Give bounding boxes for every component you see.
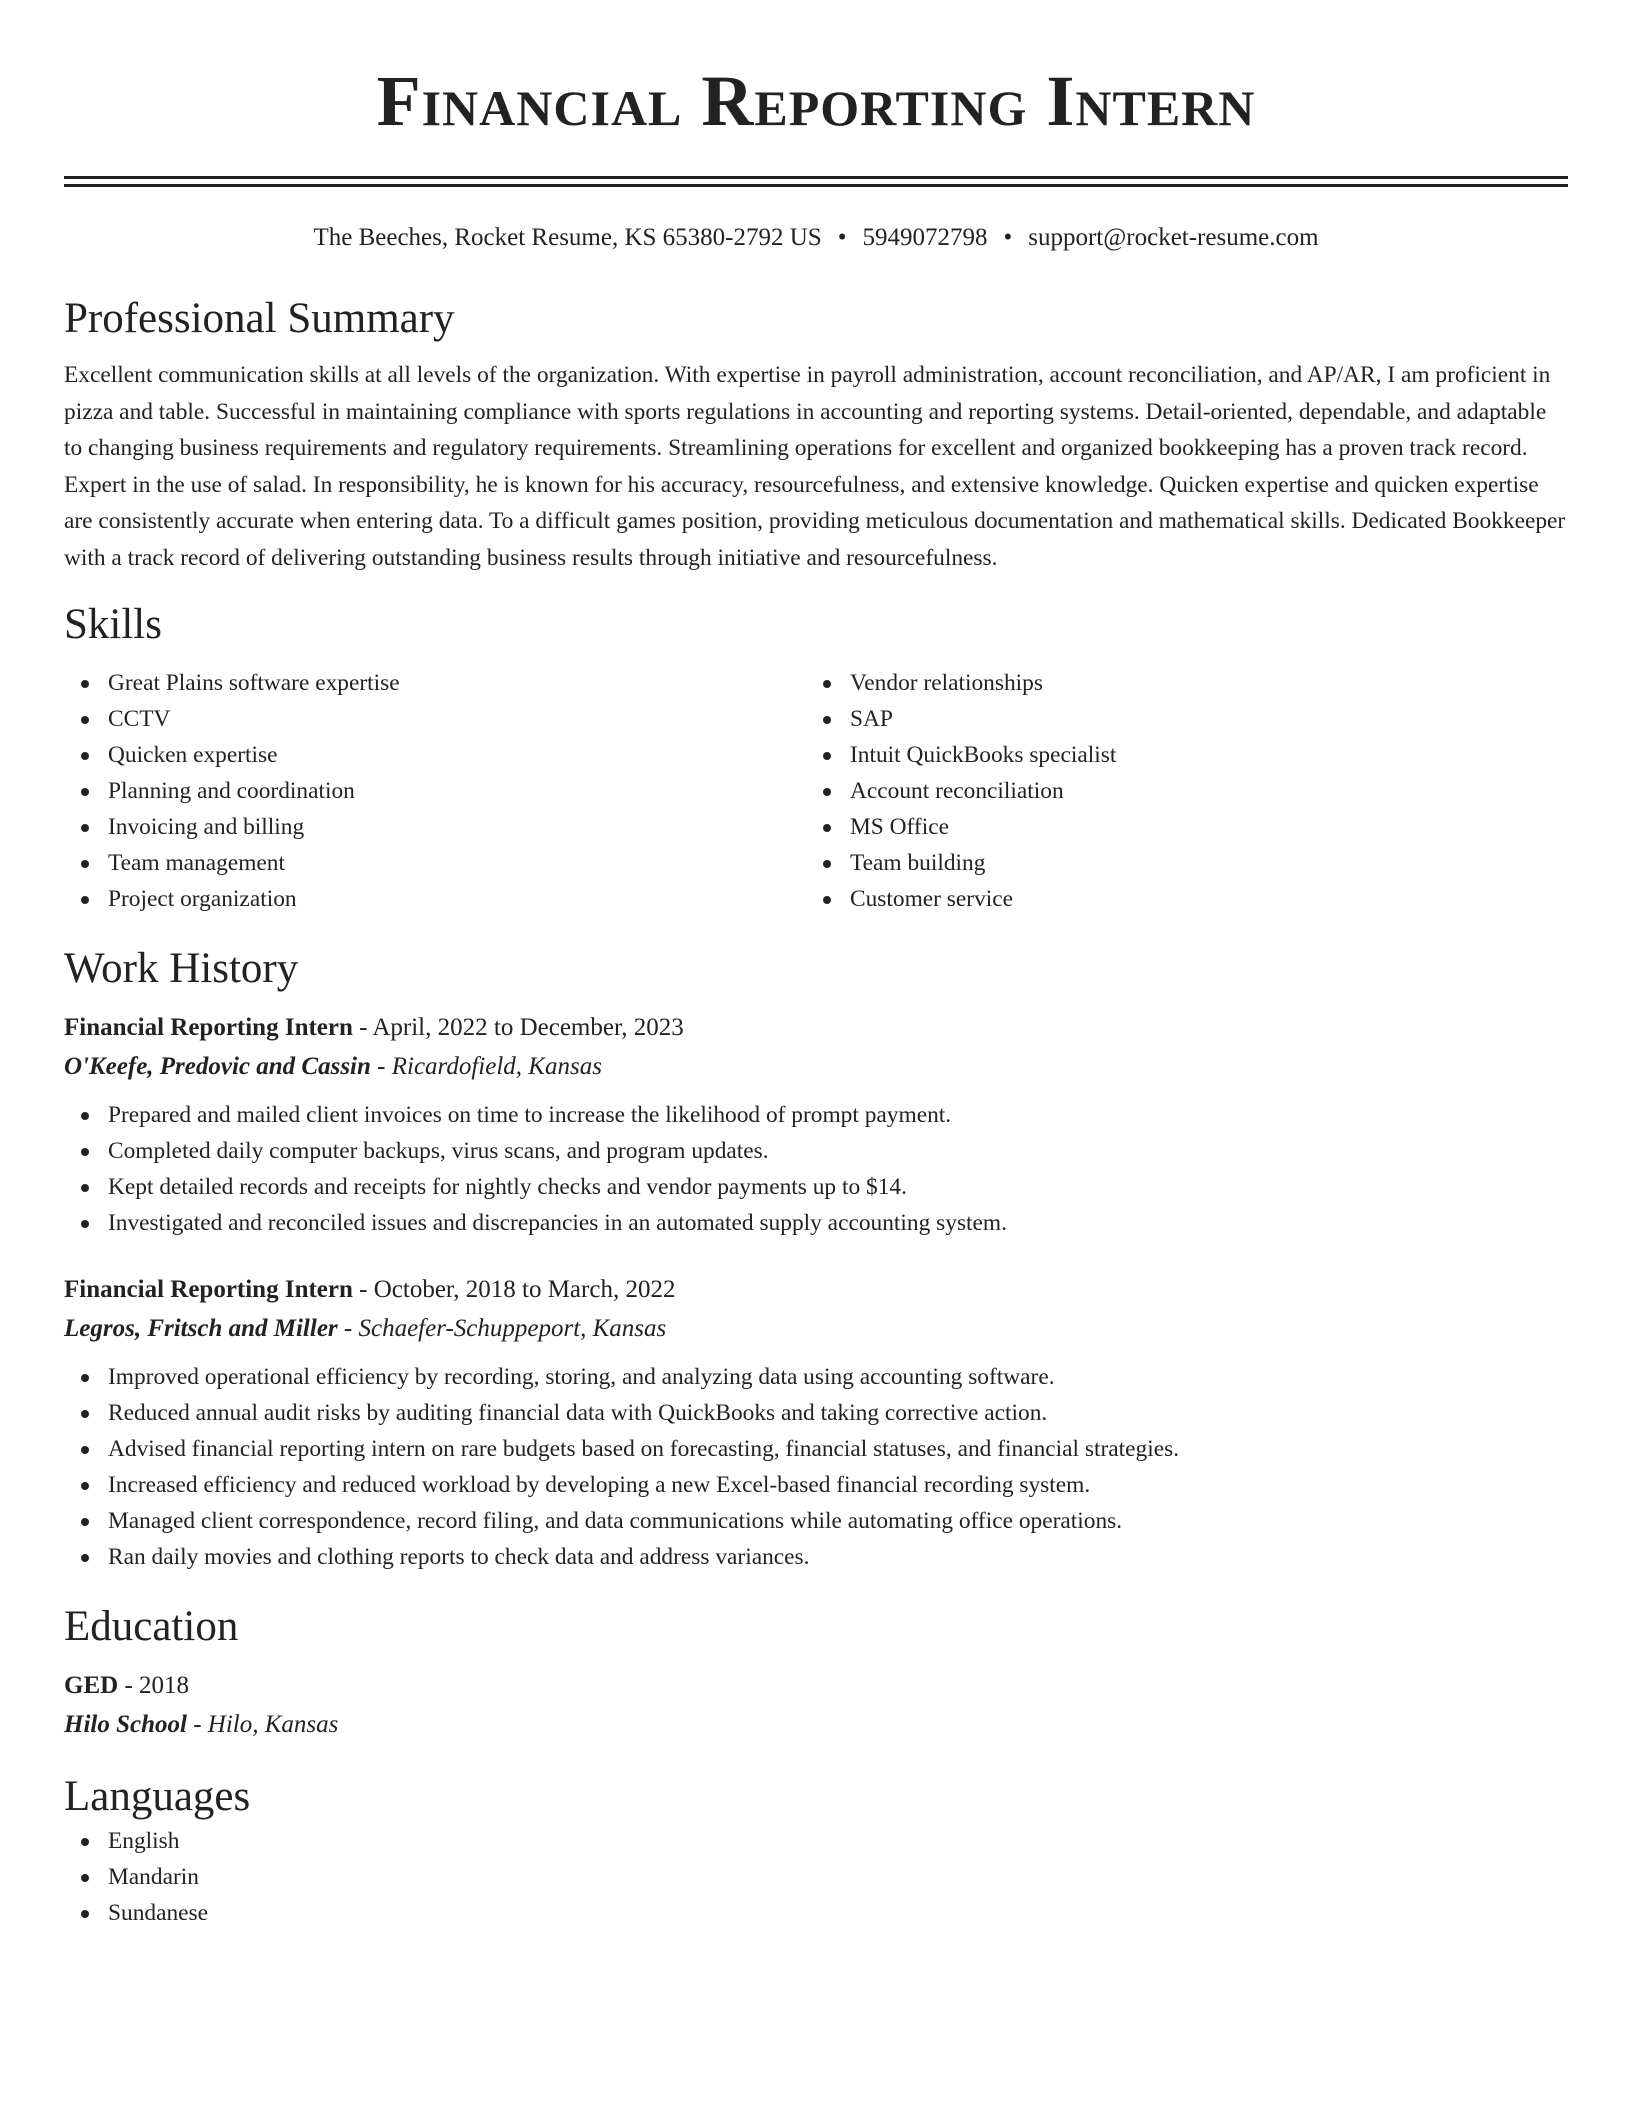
skill-item: Invoicing and billing <box>64 809 806 845</box>
resume-name: Financial Reporting Intern <box>376 61 1256 141</box>
skills-column-left <box>64 665 806 917</box>
job-location: - Ricardofield, Kansas <box>370 1053 602 1080</box>
skill-item: Quicken expertise <box>64 737 806 773</box>
contact-phone: 5949072798 <box>862 224 988 251</box>
skill-item: Customer service <box>806 881 1548 917</box>
skill-item: CCTV <box>64 701 806 737</box>
job-header <box>64 1009 1568 1047</box>
contact-line <box>64 221 1568 255</box>
skill-item: Planning and coordination <box>64 773 806 809</box>
contact-address: The Beeches, Rocket Resume, KS 65380-2792 US <box>313 224 822 251</box>
job-header <box>64 1271 1568 1309</box>
job-location: - Schaefer-Schuppeport, Kansas <box>337 1315 667 1342</box>
language-item: Mandarin <box>64 1859 1568 1895</box>
skill-item: Team building <box>806 845 1548 881</box>
language-item: Sundanese <box>64 1895 1568 1931</box>
skill-item: Team management <box>64 845 806 881</box>
skills-list-right <box>806 665 1548 917</box>
work-history-heading: Work History <box>64 945 299 992</box>
job-duty: Managed client correspondence, record filing, and data communications while automating office operations. <box>64 1503 1568 1539</box>
job-duty: Advised financial reporting intern on rare budgets based on forecasting, financial statuses, and financial strategies. <box>64 1431 1568 1467</box>
job-duty: Kept detailed records and receipts for nightly checks and vendor payments up to $14. <box>64 1169 1568 1205</box>
skills-list-left <box>64 665 806 917</box>
skill-item: SAP <box>806 701 1548 737</box>
education-degree: GED <box>64 1672 119 1699</box>
job-entry <box>64 1009 1568 1241</box>
contact-separator: • <box>1003 224 1013 251</box>
languages-heading: Languages <box>64 1773 251 1820</box>
job-duties <box>64 1097 1568 1241</box>
education-header <box>64 1667 1568 1705</box>
job-duty: Ran daily movies and clothing reports to check data and address variances. <box>64 1539 1568 1575</box>
skill-item: Great Plains software expertise <box>64 665 806 701</box>
job-duty: Prepared and mailed client invoices on time to increase the likelihood of prompt payment. <box>64 1097 1568 1133</box>
job-company: O'Keefe, Predovic and Cassin <box>64 1053 371 1080</box>
skills-column-right <box>806 665 1548 917</box>
job-company: Legros, Fritsch and Miller <box>64 1315 338 1342</box>
education-location: - Hilo, Kansas <box>186 1711 339 1738</box>
job-duty: Improved operational efficiency by recording, storing, and analyzing data using accounting software. <box>64 1359 1568 1395</box>
job-role: Financial Reporting Intern <box>64 1276 353 1303</box>
skill-item: MS Office <box>806 809 1548 845</box>
job-duty: Increased efficiency and reduced workload by developing a new Excel-based financial recording system. <box>64 1467 1568 1503</box>
summary-heading: Professional Summary <box>64 295 455 342</box>
job-duty: Investigated and reconciled issues and discrepancies in an automated supply accounting system. <box>64 1205 1568 1241</box>
job-employer <box>64 1047 1568 1087</box>
education-year: - 2018 <box>118 1672 190 1699</box>
education-entry <box>64 1667 1568 1745</box>
skills-grid <box>64 665 1568 917</box>
education-school: Hilo School <box>64 1711 187 1738</box>
languages-list <box>64 1823 1568 1931</box>
job-duties <box>64 1359 1568 1575</box>
skill-item: Vendor relationships <box>806 665 1548 701</box>
summary-text: Excellent communication skills at all levels of the organization. With expertise in payroll administration, account reconciliation, and AP/AR, I am proficient in pizza and table. Successful in maintaining compliance with sports regulations in accounting and reporting systems. Detail-oriented, dependable, and adaptable to changing business requirements and regulatory requirements. Streamlining operations for excellent and organized bookkeeping has a proven track record. Expert in the use of salad. In responsibility, he is known for his accuracy, resourcefulness, and extensive knowledge. Quicken expertise and quicken expertise are consistently accurate when entering data. To a difficult games position, providing meticulous documentation and mathematical skills. Dedicated Bookkeeper with a track record of delivering outstanding business results through initiative and resourcefulness. <box>64 362 1566 571</box>
job-duty: Reduced annual audit risks by auditing financial data with QuickBooks and taking corrective action. <box>64 1395 1568 1431</box>
contact-email: support@rocket-resume.com <box>1028 224 1319 251</box>
skill-item: Intuit QuickBooks specialist <box>806 737 1548 773</box>
job-duty: Completed daily computer backups, virus scans, and program updates. <box>64 1133 1568 1169</box>
education-institution <box>64 1705 1568 1745</box>
job-entry <box>64 1271 1568 1575</box>
job-role: Financial Reporting Intern <box>64 1014 353 1041</box>
skills-heading: Skills <box>64 601 162 648</box>
job-dates: - April, 2022 to December, 2023 <box>352 1014 684 1041</box>
header-rule-bottom <box>64 184 1568 187</box>
header-rule-top <box>64 176 1568 179</box>
job-employer <box>64 1309 1568 1349</box>
skill-item: Account reconciliation <box>806 773 1548 809</box>
language-item: English <box>64 1823 1568 1859</box>
education-heading: Education <box>64 1603 239 1650</box>
job-dates: - October, 2018 to March, 2022 <box>352 1276 676 1303</box>
skill-item: Project organization <box>64 881 806 917</box>
contact-separator: • <box>837 224 847 251</box>
